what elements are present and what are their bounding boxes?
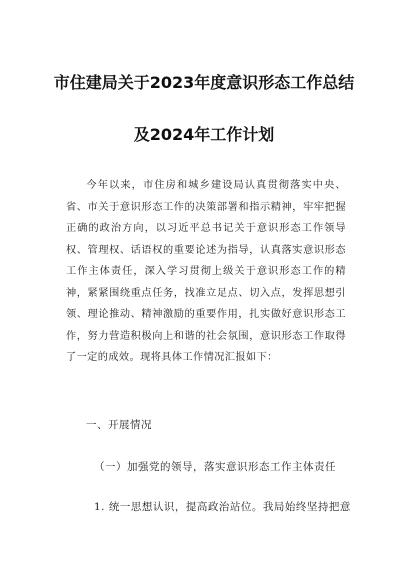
document-title-line-1: 市住建局关于2023年度意识形态工作总结	[53, 73, 355, 92]
item-1-paragraph: 1. 统一思想认识，提高政治站位。我局始终坚持把意	[94, 501, 351, 513]
section-heading: 一、开展情况	[86, 419, 152, 431]
document-title-line-2: 及2024年工作计划	[133, 125, 275, 144]
intro-paragraph: 今年以来，市住房和城乡建设局认真贯彻落实中央、省、市关于意识形态工作的决策部署和指示精神，牢牢把握正确的政治方向，以习近平总书记关于意识形态工作领导权、管理权、话语权的重要论述为指导，认真落实意识形态工作主体责任，深入学习贯彻上级关于意识形态工作的精神，紧紧围绕重点任务，找准立足点、切入点，发挥思想引领、理论推动、精神激励的重要作用，扎实做好意识形态工作，努力营造积极向上和谐的社会氛围，意识形态工作取得了一定的成效。现将具体工作情况汇报如下：	[66, 180, 346, 363]
subsection-heading: （一）加强党的领导，落实意识形态工作主体责任	[94, 461, 336, 473]
